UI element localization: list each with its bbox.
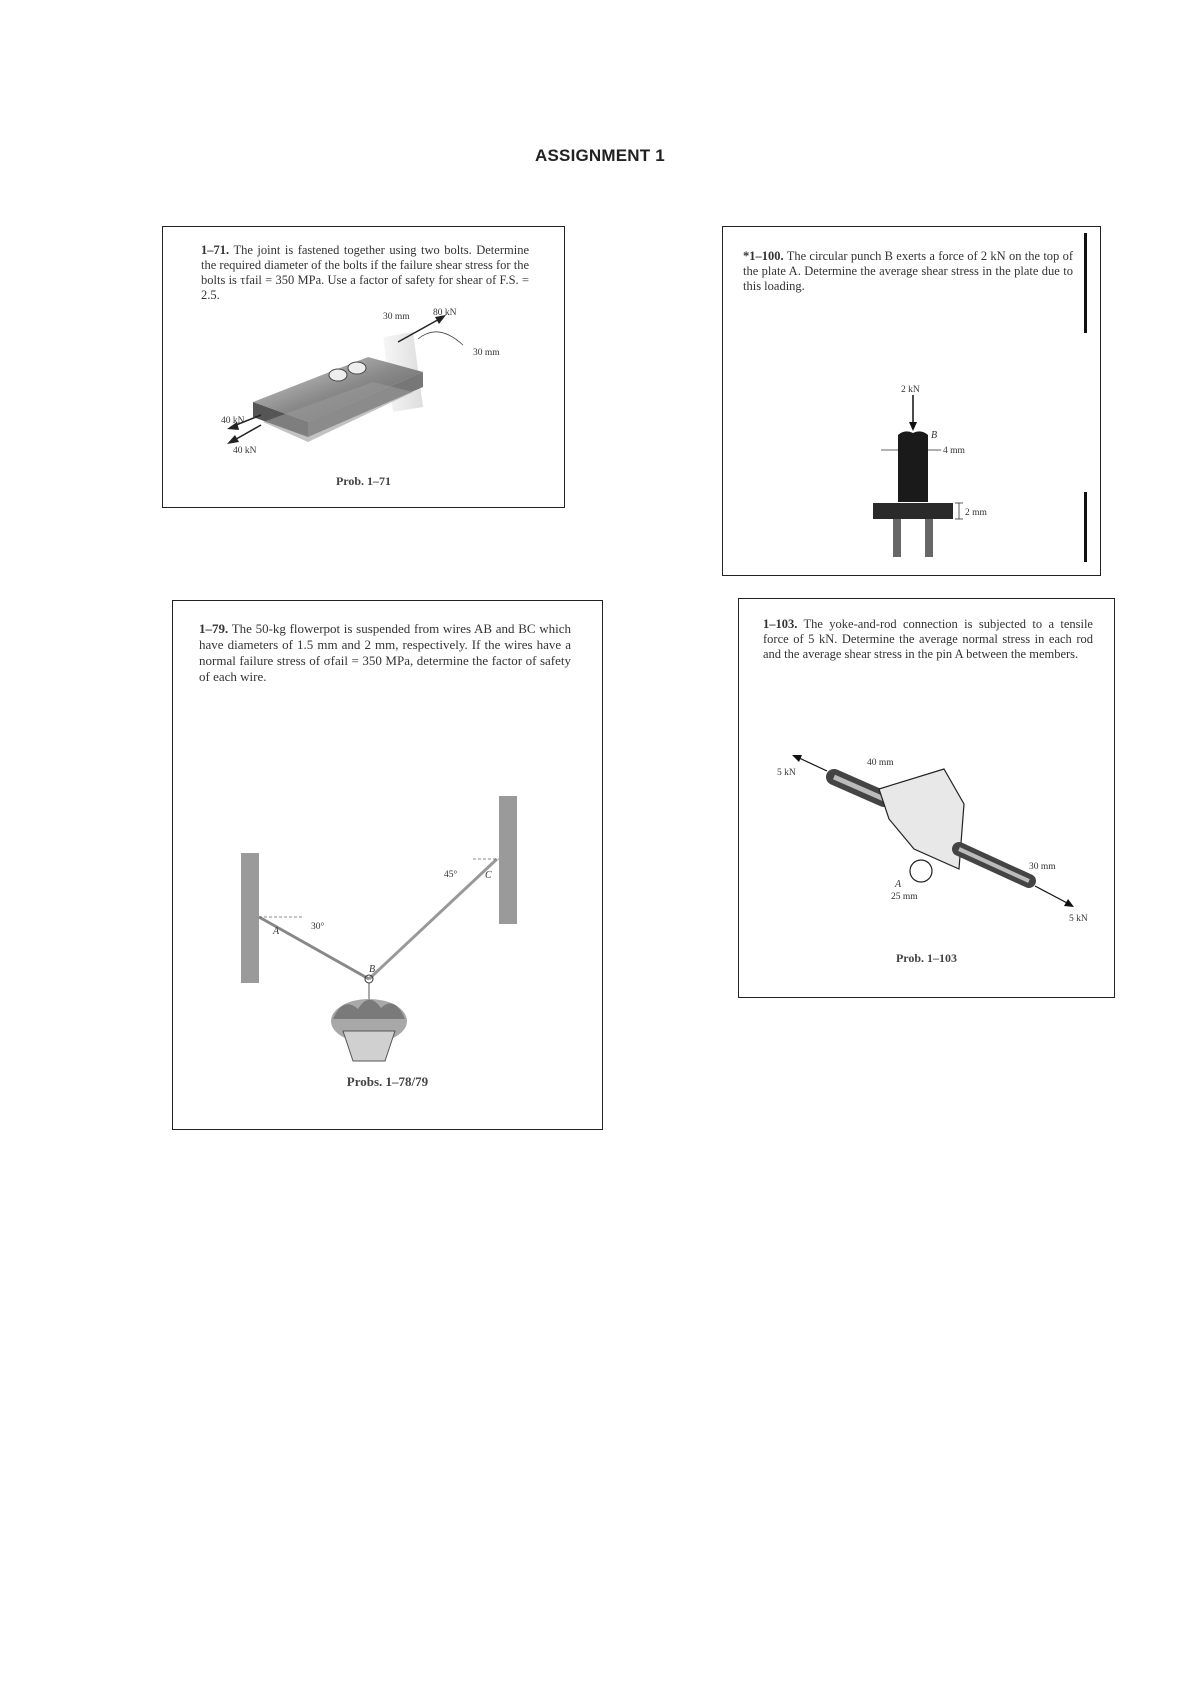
figure-caption: Probs. 1–78/79 (346, 1074, 429, 1089)
force-top-label: 80 kN (433, 308, 457, 318)
figure-caption: Prob. 1–71 (335, 474, 392, 488)
problem-number: *1–100. (743, 249, 784, 263)
point-c-label: C (485, 870, 492, 881)
problem-1-71-card (162, 226, 565, 508)
angle-c-label: 45° (444, 870, 458, 880)
thickness-label: 2 mm (965, 508, 987, 518)
figure-caption: Prob. 1–103 (895, 951, 958, 965)
angle-a-label: 30° (311, 922, 325, 932)
problem-statement: The 50-kg flowerpot is suspended from wires AB and BC which have diameters of 1.5 mm and 2 mm, respectively. If the wires have a normal failure stress of σfail = 350 MPa, determine the factor of safety of each wire. (199, 621, 572, 684)
problem-1-100-card (722, 226, 1101, 576)
dim-b-label: 30 mm (473, 348, 500, 358)
flowerpot-figure (173, 601, 602, 1129)
force-label: 2 kN (901, 385, 920, 395)
pin-a-label: A (895, 879, 902, 890)
force-left2-label: 40 kN (233, 446, 257, 456)
point-b-label: B (369, 964, 376, 975)
pin-dia-label: 25 mm (891, 892, 918, 902)
problem-number: 1–103. (763, 617, 798, 631)
dia-right-label: 30 mm (1029, 862, 1056, 872)
dia-top-label: 40 mm (867, 758, 894, 768)
page-title: ASSIGNMENT 1 (535, 146, 665, 165)
bolted-joint-figure (163, 227, 564, 507)
problem-statement: The yoke-and-rod connection is subjected to a tensile force of 5 kN. Determine the average normal stress in each rod and the average shear stress in the pin A between the members. (763, 617, 1093, 661)
problem-1-79-card (172, 600, 603, 1130)
dim-a-label: 30 mm (383, 312, 410, 322)
force-left-label: 5 kN (777, 768, 796, 778)
punch-label: B (931, 430, 938, 441)
diameter-label: 4 mm (943, 446, 965, 456)
force-left1-label: 40 kN (221, 416, 245, 426)
point-a-label: A (273, 926, 280, 937)
punch-figure (723, 227, 1100, 575)
problem-number: 1–79. (199, 621, 229, 636)
problem-1-103-card (738, 598, 1115, 998)
problem-statement: The joint is fastened together using two bolts. Determine the required diameter of the bolts if the failure shear stress for the bolts is τfail = 350 MPa. Use a factor of safety for shear of F.S. = 2.5. (201, 243, 529, 302)
problem-statement: The circular punch B exerts a force of 2 kN on the top of the plate A. Determine the average shear stress in the plate due to this loading. (743, 249, 1073, 293)
force-right-label: 5 kN (1069, 914, 1088, 924)
problem-number: 1–71. (201, 243, 230, 257)
yoke-rod-figure (739, 599, 1114, 997)
